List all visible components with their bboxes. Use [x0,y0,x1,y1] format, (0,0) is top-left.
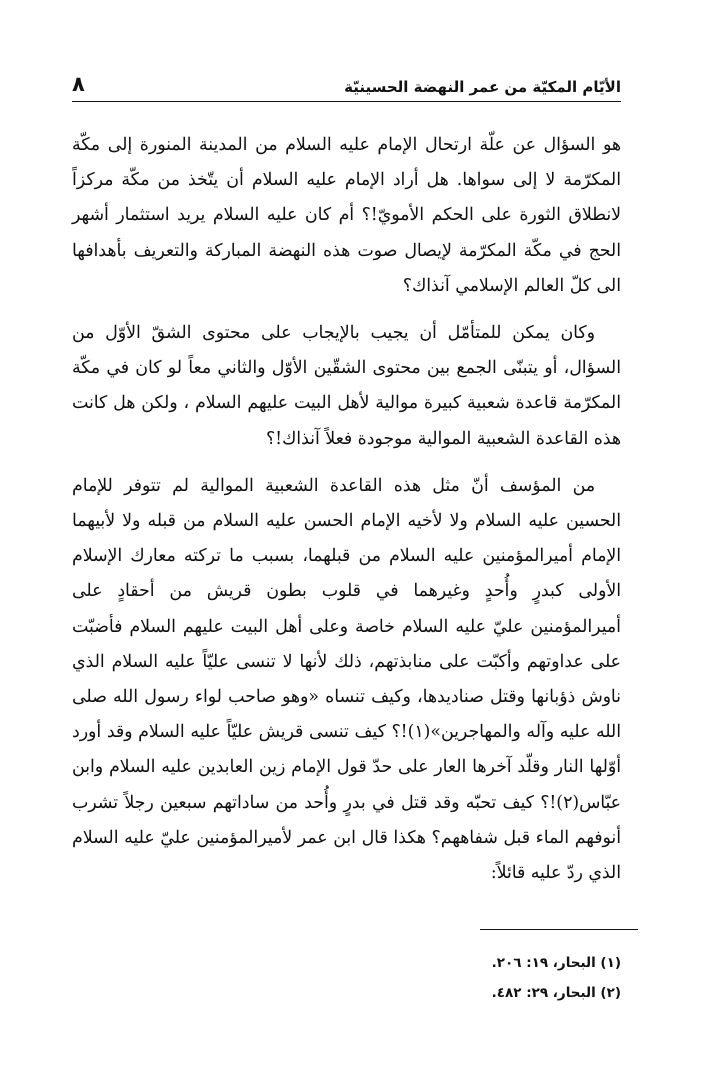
footnotes [72,948,621,1008]
paragraph: هو السؤال عن علّة ارتحال الإمام عليه السلام من المدينة المنورة إلى مكّة المكرّمة لا إلى سواها. هل أراد الإمام عليه السلام أن يتّخذ من مكّة مركزاً لانطلاق الثورة على الحكم الأمويّ!؟ أم كان عليه السلام يريد استثمار أشهر الحج في مكّة المكرّمة لإيصال صوت هذه النهضة المباركة والتعريف بأهدافها الى كلّ العالم الإسلامي آنذاك؟ [72,135,621,296]
running-title: الأيّام المكيّة من عمر النهضة الحسينيّة [344,78,621,96]
paragraph: من المؤسف أنّ مثل هذه القاعدة الشعبية الموالية لم تتوفر للإمام الحسين عليه السلام ولا لأخيه الإمام الحسن عليه السلام من قبله ولا لأبيهما الإمام أميرالمؤمنين عليه السلام من قبلهما، بسبب ما تركته معارك الإسلام الأولى كبدرٍ وأُحدٍ وغيرهما في قلوب بطون قريش من أحقادٍ على أميرالمؤمنين عليّ عليه السلام خاصة وعلى أهل البيت عليهم السلام فأضبّت على عداوتهم وأكبّت على منابذتهم، ذلك لأنها لا تنسى عليّاً عليه السلام الذي ناوش ذؤبانها وقتل صناديدها، وكيف تنساه «وهو صاحب لواء رسول الله صلى الله عليه وآله والمهاجرين»(١)!؟ كيف تنسى قريش عليّاً عليه السلام وقد أورد أوّلها النار وقلّد آخرها العار على حدّ قول الإمام زين العابدين عليه السلام وابن عبّاس(٢)!؟ كيف تحبّه وقد قتل في بدرٍ وأُحد من ساداتهم سبعين رجلاً تشرب أنوفهم الماء قبل شفاههم؟ هكذا قال ابن عمر لأميرالمؤمنين عليّ عليه السلام الذي ردّ عليه قائلاً: [72,475,621,884]
page-header [72,66,621,96]
paragraph: وكان يمكن للمتأمّل أن يجيب بالإيجاب على محتوى الشقّ الأوّل من السؤال، أو يتبنّى الجمع بين محتوى الشقّين الأوّل والثاني معاً لو كان في مكّة المكرّمة قاعدة شعبية كبيرة موالية لأهل البيت عليهم السلام ، ولكن هل كانت هذه القاعدة الشعبية الموالية موجودة فعلاً آنذاك!؟ [72,323,621,449]
header-divider [72,101,621,102]
footnote-divider [480,929,638,930]
body-text [72,128,621,903]
page-number: ٨ [72,72,85,96]
footnote: (٢) البحار، ٢٩: ٤٨٢. [491,985,621,1001]
footnote: (١) البحار، ١٩: ٢٠٦. [491,955,621,971]
